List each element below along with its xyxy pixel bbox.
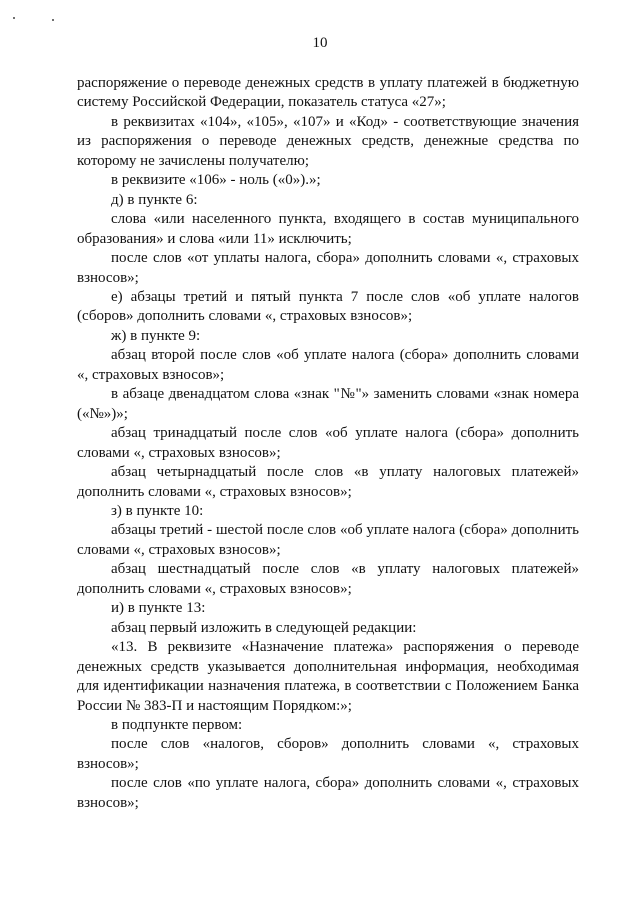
paragraph: абзац второй после слов «об уплате налога (сбора» дополнить словами «, страховых взносов»; (77, 347, 579, 383)
paragraph: д) в пункте 6: (111, 191, 198, 208)
paragraph: слова «или населенного пункта, входящего в состав муниципального образования» и слова «или 11» исключить; (77, 211, 579, 247)
paragraph: в подпункте первом: (111, 716, 243, 733)
paragraph: абзац первый изложить в следующей редакции: (111, 619, 417, 636)
paragraph: «13. В реквизите «Назначение платежа» распоряжения о переводе денежных средств указывается дополнительная информация, необходимая для идентификации назначения платежа, в соответствии с Положением Банка России № 383-П и настоящим Порядком:»; (77, 639, 579, 714)
paragraph: в реквизите «106» - ноль («0»).»; (111, 172, 321, 189)
scan-artifact-dot (52, 19, 54, 21)
paragraph: абзац шестнадцатый после слов «в уплату налоговых платежей» дополнить словами «, страховых взносов»; (77, 561, 579, 597)
document-body (77, 74, 579, 813)
paragraph: в реквизитах «104», «105», «107» и «Код» - соответствующие значения из распоряжения о переводе денежных средств, денежные средства по которому не зачислены получателю; (77, 113, 579, 169)
paragraph: абзацы третий - шестой после слов «об уплате налога (сбора» дополнить словами «, страховых взносов»; (77, 522, 579, 558)
page-number: 10 (312, 35, 328, 51)
paragraph: после слов «по уплате налога, сбора» дополнить словами «, страховых взносов»; (77, 775, 579, 811)
paragraph: после слов «налогов, сборов» дополнить словами «, страховых взносов»; (77, 736, 579, 772)
paragraph: е) абзацы третий и пятый пункта 7 после слов «об уплате налогов (сборов» дополнить словами «, страховых взносов»; (77, 288, 579, 325)
paragraph: и) в пункте 13: (111, 600, 206, 617)
paragraph: абзац тринадцатый после слов «об уплате налога (сбора» дополнить словами «, страховых взносов»; (77, 425, 579, 461)
paragraph: абзац четырнадцатый после слов «в уплату налоговых платежей» дополнить словами «, страховых взносов»; (77, 464, 579, 500)
paragraph: з) в пункте 10: (111, 502, 204, 519)
paragraph: ж) в пункте 9: (111, 327, 201, 344)
paragraph: распоряжение о переводе денежных средств в уплату платежей в бюджетную систему Российской Федерации, показатель статуса «27»; (77, 75, 579, 111)
paragraph: в абзаце двенадцатом слова «знак "№"» заменить словами «знак номера («№»)»; (77, 386, 579, 422)
paragraph: после слов «от уплаты налога, сбора» дополнить словами «, страховых взносов»; (77, 250, 579, 286)
scan-artifact-dot (13, 17, 15, 19)
